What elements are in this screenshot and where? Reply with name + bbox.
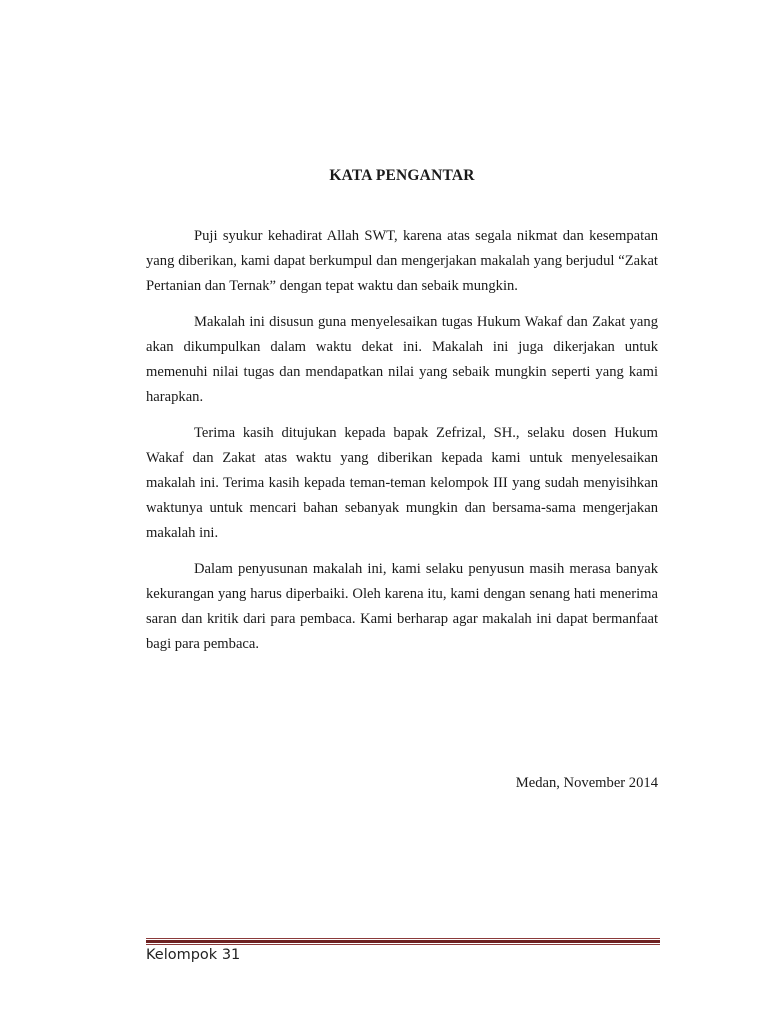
footer-divider [146, 938, 660, 945]
page-title: KATA PENGANTAR [329, 167, 475, 184]
footer-text: Kelompok 31 [146, 947, 241, 963]
paragraph: Puji syukur kehadirat Allah SWT, karena atas segala nikmat dan kesempatan yang diberikan, kami dapat berkumpul dan mengerjakan makalah yang berjudul “Zakat Pertanian dan Ternak” dengan tepat waktu dan sebaik mungkin. [146, 228, 658, 294]
paragraph: Terima kasih ditujukan kepada bapak Zefrizal, SH., selaku dosen Hukum Wakaf dan Zakat atas waktu yang diberikan kepada kami untuk menyelesaikan makalah ini. Terima kasih kepada teman-teman kelompok III yang sudah menyisihkan waktunya untuk mencari bahan sebanyak mungkin dan bersama-sama mengerjakan makalah ini. [146, 425, 658, 541]
footer-divider-thin-line-bottom [146, 944, 660, 945]
signature-place-date: Medan, November 2014 [515, 775, 658, 791]
footer-divider-thick-line [146, 940, 660, 943]
footer-divider-thin-line [146, 938, 660, 939]
paragraph: Dalam penyusunan makalah ini, kami selaku penyusun masih merasa banyak kekurangan yang harus diperbaiki. Oleh karena itu, kami dengan senang hati menerima saran dan kritik dari para pembaca. Kami berharap agar makalah ini dapat bermanfaat bagi para pembaca. [146, 561, 658, 652]
document-body [146, 224, 658, 668]
paragraph: Makalah ini disusun guna menyelesaikan tugas Hukum Wakaf dan Zakat yang akan dikumpulkan dalam waktu dekat ini. Makalah ini juga dikerjakan untuk memenuhi nilai tugas dan mendapatkan nilai yang sebaik mungkin seperti yang kami harapkan. [146, 314, 658, 405]
